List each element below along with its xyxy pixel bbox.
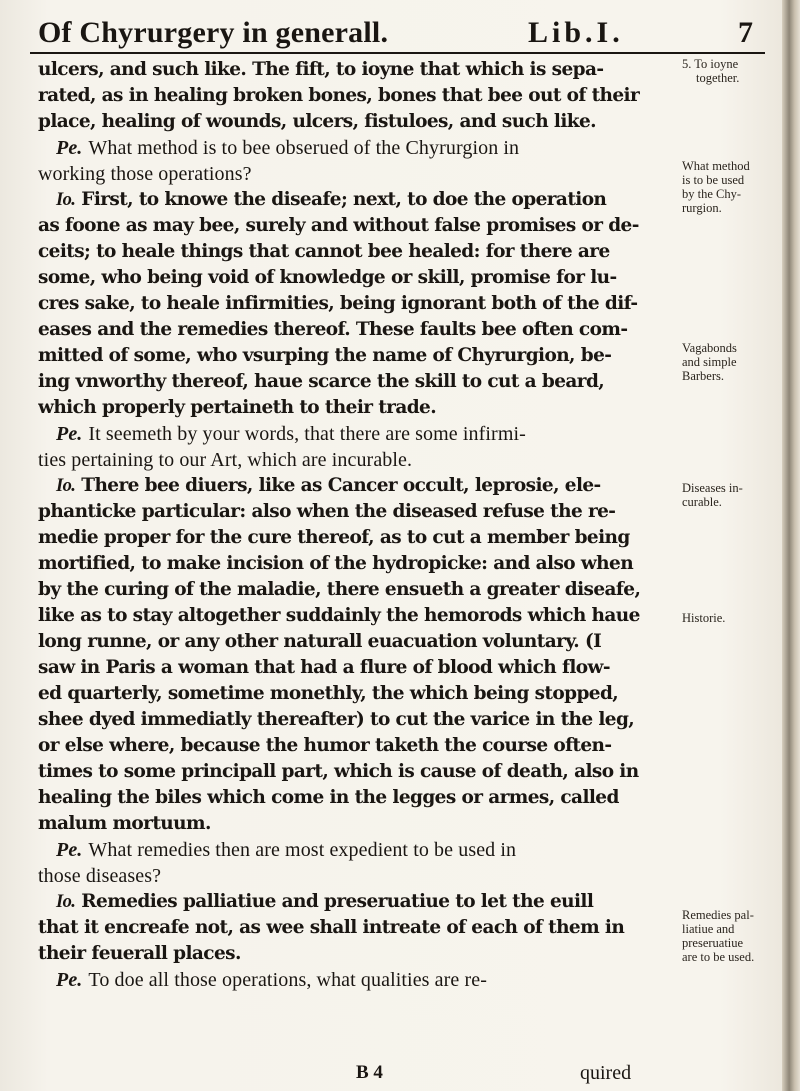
text-line bbox=[38, 629, 678, 655]
margin-note-historie bbox=[682, 611, 772, 625]
text-line bbox=[38, 577, 678, 603]
line-text: What remedies then are most expedient to be used in bbox=[88, 839, 517, 861]
line-text: To doe all those operations, what qualities are re- bbox=[88, 969, 487, 991]
text-line bbox=[38, 889, 678, 915]
line-text: which properly pertaineth to their trade. bbox=[38, 397, 437, 418]
line-text: some, who being void of knowledge or skill, promise for lu- bbox=[38, 267, 617, 288]
line-text: medie proper for the cure thereof, as to cut a member being bbox=[38, 527, 630, 548]
line-text: It seemeth by your words, that there are some infirmi- bbox=[88, 423, 526, 445]
book-number: Lib.I. bbox=[528, 16, 624, 49]
text-line bbox=[38, 785, 678, 811]
line-text: place, healing of wounds, ulcers, fistuloes, and such like. bbox=[38, 111, 597, 132]
line-text: First, to knowe the diseafe; next, to doe the operation bbox=[81, 189, 607, 210]
line-text: by the curing of the maladie, there ensueth a greater diseafe, bbox=[38, 579, 641, 600]
text-line bbox=[38, 57, 678, 83]
margin-line: rurgion. bbox=[682, 201, 722, 215]
line-text: ed quarterly, sometime monethly, the which being stopped, bbox=[38, 683, 619, 704]
text-line bbox=[38, 447, 678, 473]
text-line bbox=[38, 499, 678, 525]
text-line bbox=[38, 915, 678, 941]
margin-line: together. bbox=[696, 71, 740, 85]
text-line bbox=[38, 707, 678, 733]
margin-note-method bbox=[682, 159, 772, 215]
line-text: There bee diuers, like as Cancer occult, leprosie, ele- bbox=[81, 475, 601, 496]
body-text bbox=[38, 57, 678, 993]
margin-line: 5. To ioyne bbox=[682, 57, 739, 71]
margin-line: is to be used bbox=[682, 173, 745, 187]
text-line bbox=[38, 941, 678, 967]
margin-line: Remedies pal- bbox=[682, 908, 754, 922]
margin-line: curable. bbox=[682, 495, 722, 509]
speaker-label: Io. bbox=[56, 190, 76, 210]
margin-note-vagabonds bbox=[682, 341, 772, 383]
line-text: malum mortuum. bbox=[38, 813, 211, 834]
text-line bbox=[38, 759, 678, 785]
text-line bbox=[38, 213, 678, 239]
line-text: ceits; to heale things that cannot bee healed: for there are bbox=[38, 241, 610, 262]
line-text: or else where, because the humor taketh the course often- bbox=[38, 735, 612, 756]
line-text: phanticke particular: also when the diseased refuse the re- bbox=[38, 501, 616, 522]
line-text: cres sake, to heale infirmities, being ignorant both of the dif- bbox=[38, 293, 638, 314]
text-line bbox=[38, 369, 678, 395]
margin-line: Vagabonds bbox=[682, 341, 737, 355]
speaker-label: Io. bbox=[56, 892, 76, 912]
text-line bbox=[38, 135, 678, 161]
line-text: rated, as in healing broken bones, bones that bee out of their bbox=[38, 85, 640, 106]
text-line bbox=[38, 525, 678, 551]
margin-line: liatiue and bbox=[682, 922, 735, 936]
header-rule bbox=[30, 52, 765, 54]
line-text: working those operations? bbox=[38, 163, 252, 185]
page-number: 7 bbox=[738, 16, 753, 49]
line-text: times to some principall part, which is cause of death, also in bbox=[38, 761, 639, 782]
margin-line: Historie. bbox=[682, 611, 726, 625]
line-text: What method is to bee obserued of the Chyrurgion in bbox=[88, 137, 520, 159]
text-line bbox=[38, 473, 678, 499]
running-header bbox=[30, 8, 765, 54]
line-text: that it encreafe not, as wee shall intreate of each of them in bbox=[38, 917, 625, 938]
margin-line: are to be used. bbox=[682, 950, 755, 964]
line-text: saw in Paris a woman that had a flure of blood which flow- bbox=[38, 657, 610, 678]
speaker-label: Pe. bbox=[56, 137, 83, 159]
text-line bbox=[38, 239, 678, 265]
text-line bbox=[38, 837, 678, 863]
text-line bbox=[38, 655, 678, 681]
line-text: as foone as may bee, surely and without false promises or de- bbox=[38, 215, 639, 236]
line-text: shee dyed immediatly thereafter) to cut the varice in the leg, bbox=[38, 709, 635, 730]
text-line bbox=[38, 967, 678, 993]
running-title: Of Chyrurgery in generall. bbox=[38, 16, 389, 49]
line-text: mitted of some, who vsurping the name of Chyrurgion, be- bbox=[38, 345, 612, 366]
margin-line: by the Chy- bbox=[682, 187, 742, 201]
text-line bbox=[38, 343, 678, 369]
margin-line: preseruatiue bbox=[682, 936, 744, 950]
text-line bbox=[38, 265, 678, 291]
text-line bbox=[38, 603, 678, 629]
text-line bbox=[38, 863, 678, 889]
speaker-label: Pe. bbox=[56, 423, 83, 445]
line-text: mortified, to make incision of the hydropicke: and also when bbox=[38, 553, 634, 574]
text-line bbox=[38, 551, 678, 577]
text-line bbox=[38, 395, 678, 421]
speaker-label: Io. bbox=[56, 476, 76, 496]
text-line bbox=[38, 83, 678, 109]
text-line bbox=[38, 421, 678, 447]
margin-note-join bbox=[682, 57, 772, 85]
line-text: their feuerall places. bbox=[38, 943, 241, 964]
text-line bbox=[38, 161, 678, 187]
catchword: quired bbox=[580, 1062, 632, 1084]
text-line bbox=[38, 109, 678, 135]
margin-line: and simple bbox=[682, 355, 737, 369]
signature-mark: B 4 bbox=[356, 1062, 383, 1083]
line-text: ulcers, and such like. The fift, to ioyne that which is sepa- bbox=[38, 59, 604, 80]
text-line bbox=[38, 733, 678, 759]
line-text: healing the biles which come in the legges or armes, called bbox=[38, 787, 619, 808]
margin-note-incurable bbox=[682, 481, 772, 509]
line-text: ing vnworthy thereof, haue scarce the skill to cut a beard, bbox=[38, 371, 605, 392]
margin-note-remedies bbox=[682, 908, 772, 964]
text-line bbox=[38, 187, 678, 213]
line-text: Remedies palliatiue and preseruatiue to let the euill bbox=[81, 891, 594, 912]
margin-line: What method bbox=[682, 159, 750, 173]
text-line bbox=[38, 317, 678, 343]
text-line bbox=[38, 811, 678, 837]
page-edge bbox=[782, 0, 800, 1091]
text-line bbox=[38, 291, 678, 317]
speaker-label: Pe. bbox=[56, 969, 83, 991]
text-line bbox=[38, 681, 678, 707]
line-text: ties pertaining to our Art, which are incurable. bbox=[38, 449, 413, 471]
line-text: like as to stay altogether suddainly the hemorods which haue bbox=[38, 605, 640, 626]
line-text: those diseases? bbox=[38, 865, 162, 887]
margin-line: Diseases in- bbox=[682, 481, 743, 495]
speaker-label: Pe. bbox=[56, 839, 83, 861]
line-text: long runne, or any other naturall euacuation voluntary. (I bbox=[38, 631, 602, 652]
line-text: eases and the remedies thereof. These faults bee often com- bbox=[38, 319, 628, 340]
margin-line: Barbers. bbox=[682, 369, 724, 383]
